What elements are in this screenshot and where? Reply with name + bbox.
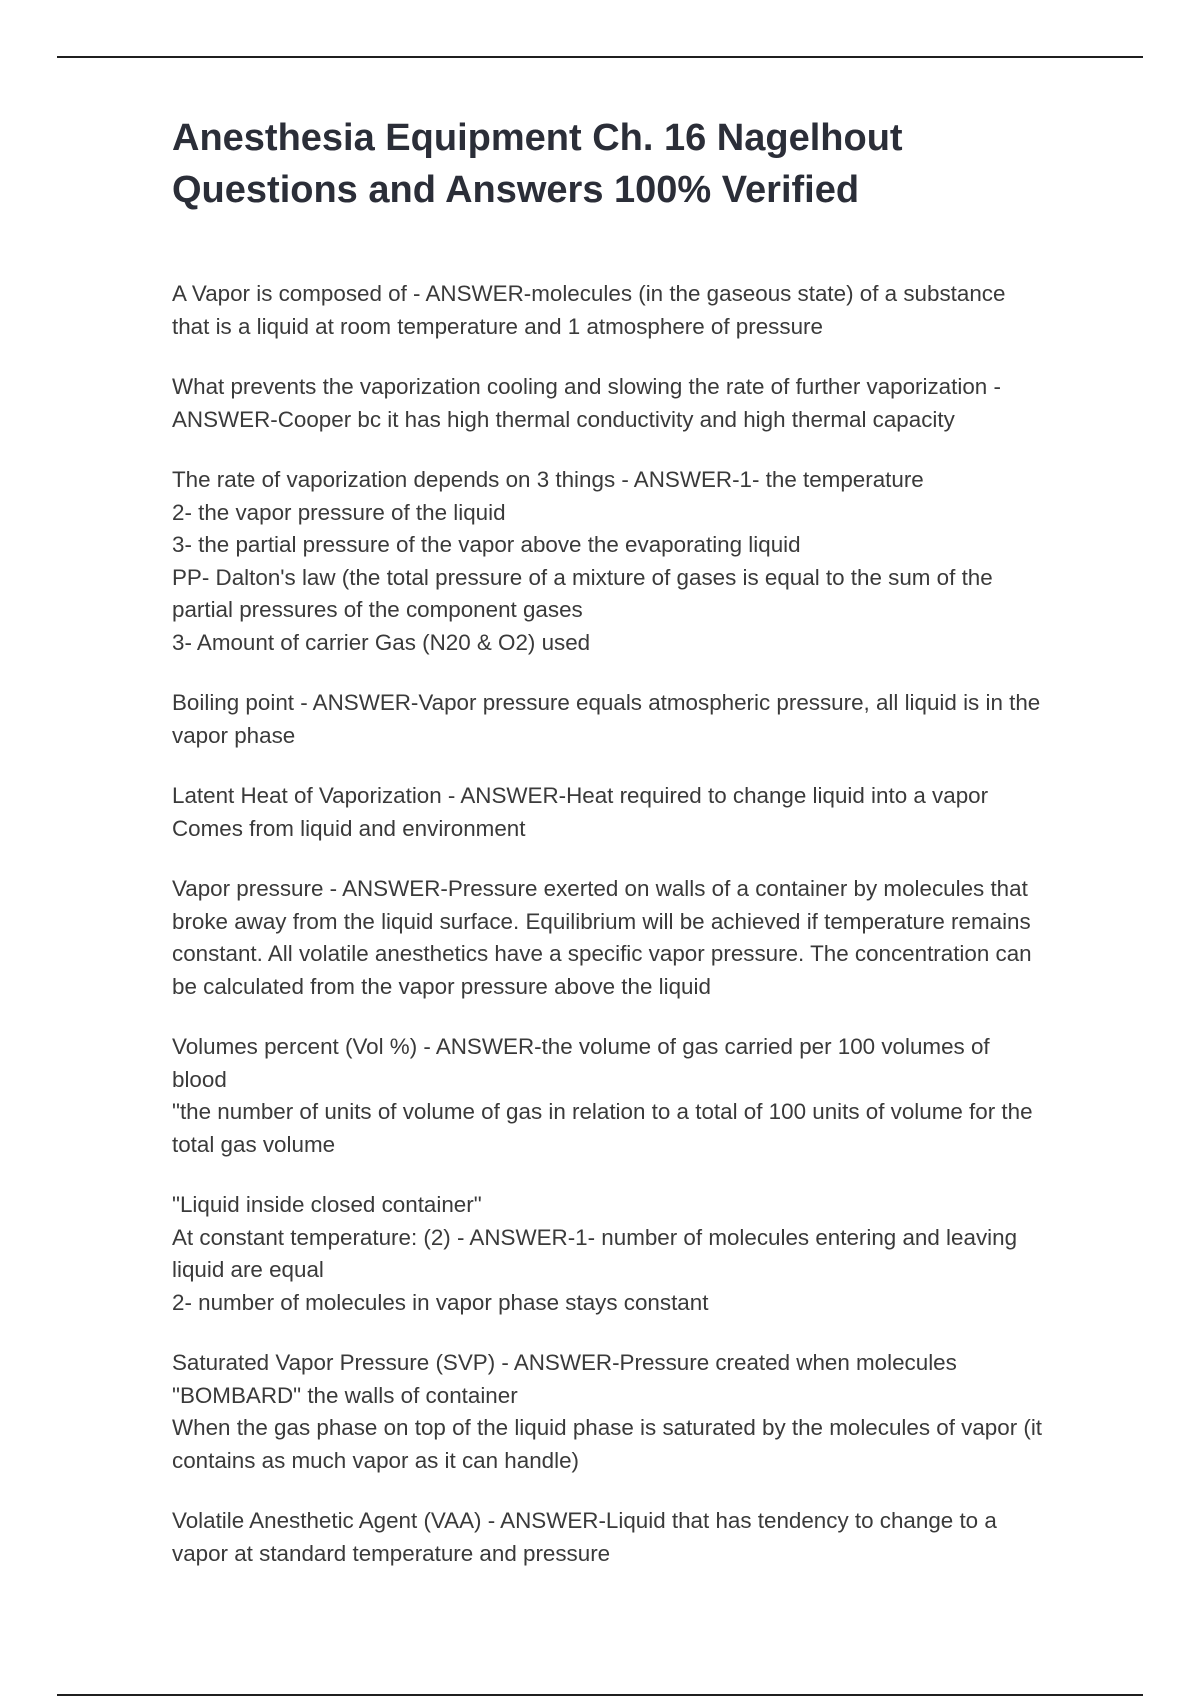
qa-line: 2- number of molecules in vapor phase stays constant [172,1289,709,1315]
qa-line: 3- Amount of carrier Gas (N20 & O2) used [172,629,591,655]
qa-line: broke away from the liquid surface. Equilibrium will be achieved if temperature remains [172,908,1031,934]
qa-line: be calculated from the vapor pressure above the liquid [172,973,711,999]
qa-entry [172,1189,1118,1319]
qa-line: "BOMBARD" the walls of container [172,1382,518,1408]
qa-line: Boiling point - ANSWER-Vapor pressure equals atmospheric pressure, all liquid is in the [172,690,1041,715]
qa-entry [172,1031,1118,1161]
qa-line: ANSWER-Cooper bc it has high thermal conductivity and high thermal capacity [172,406,955,432]
qa-entry [172,464,1118,659]
qa-line: Saturated Vapor Pressure (SVP) - ANSWER-Pressure created when molecules [172,1350,957,1375]
qa-line: blood [172,1066,227,1092]
qa-line: When the gas phase on top of the liquid phase is saturated by the molecules of vapor (it [172,1415,1043,1440]
qa-line: total gas volume [172,1131,336,1157]
title-line: Questions and Answers 100% Verified [172,169,860,211]
qa-line: "the number of units of volume of gas in relation to a total of 100 units of volume for the [172,1099,1033,1124]
qa-line: 2- the vapor pressure of the liquid [172,499,506,525]
qa-line: vapor phase [172,722,296,748]
qa-entry [172,1347,1118,1477]
qa-line: What prevents the vaporization cooling and slowing the rate of further vaporization - [172,374,1001,399]
qa-line: A Vapor is composed of - ANSWER-molecules (in the gaseous state) of a substance [172,281,1006,306]
qa-line: constant. All volatile anesthetics have a specific vapor pressure. The concentration can [172,941,1032,966]
qa-line: "Liquid inside closed container" [172,1192,482,1217]
qa-line: 3- the partial pressure of the vapor above the evaporating liquid [172,532,801,557]
qa-entry [172,1505,1118,1570]
qa-line: contains as much vapor as it can handle) [172,1447,579,1473]
qa-line: Vapor pressure - ANSWER-Pressure exerted on walls of a container by molecules that [172,876,1028,901]
qa-entry [172,780,1118,845]
qa-line: PP- Dalton's law (the total pressure of a mixture of gases is equal to the sum of the [172,564,993,590]
document-body [172,112,1118,1598]
qa-line: that is a liquid at room temperature and 1 atmosphere of pressure [172,313,823,339]
qa-entry [172,687,1118,752]
document-title [172,112,1118,216]
qa-entry [172,873,1118,1003]
qa-list [172,278,1118,1570]
qa-entry [172,278,1118,343]
qa-line: Comes from liquid and environment [172,815,526,841]
qa-line: Volumes percent (Vol %) - ANSWER-the volume of gas carried per 100 volumes of [172,1034,990,1059]
footer-rule [57,1694,1143,1696]
qa-line: At constant temperature: (2) - ANSWER-1- number of molecules entering and leaving [172,1224,1018,1250]
qa-entry [172,371,1118,436]
qa-line: The rate of vaporization depends on 3 things - ANSWER-1- the temperature [172,467,924,492]
qa-line: partial pressures of the component gases [172,597,583,622]
qa-line: vapor at standard temperature and pressure [172,1540,611,1566]
title-line: Anesthesia Equipment Ch. 16 Nagelhout [172,117,903,159]
qa-line: Volatile Anesthetic Agent (VAA) - ANSWER-Liquid that has tendency to change to a [172,1508,997,1533]
qa-line: Latent Heat of Vaporization - ANSWER-Heat required to change liquid into a vapor [172,783,989,808]
qa-line: liquid are equal [172,1257,324,1282]
header-rule [57,56,1143,58]
